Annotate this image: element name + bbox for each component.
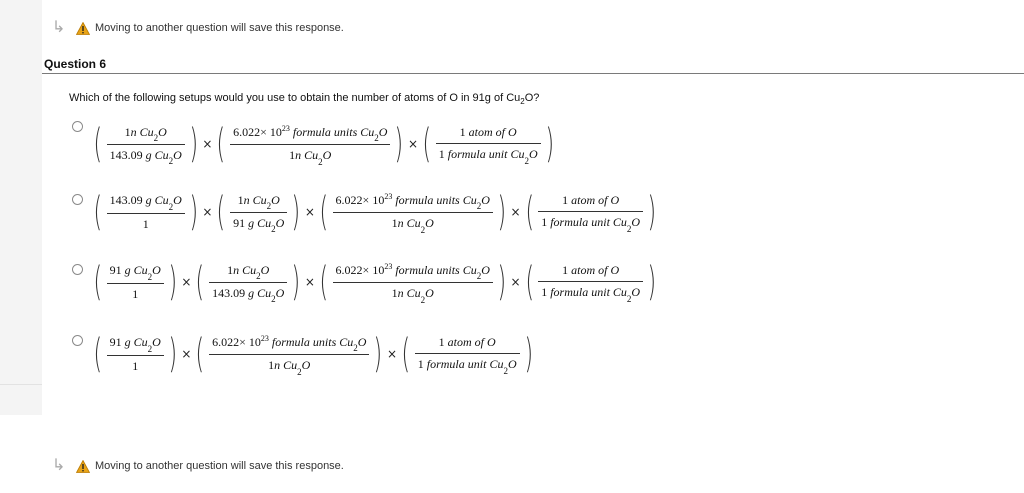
save-notice-text: Moving to another question will save this response.	[95, 22, 344, 34]
option-4-radio[interactable]	[72, 335, 83, 346]
right-paren: )	[497, 259, 507, 306]
warning-icon	[76, 460, 90, 473]
left-paren: (	[93, 259, 103, 306]
conversion-factor	[522, 189, 660, 236]
denominator: 1 formula unit $Cu_2O$	[415, 353, 520, 373]
left-paren: (	[93, 189, 103, 236]
denominator: 1n $Cu_2O$	[209, 354, 369, 374]
fraction	[107, 263, 164, 301]
save-notice-top	[52, 21, 344, 35]
right-paren: )	[647, 189, 657, 236]
numerator: $6.022\times 10^{23}$ formula units $Cu_2O$	[212, 334, 367, 354]
denominator: 1n $Cu_2O$	[230, 144, 390, 164]
left-paren: (	[93, 331, 103, 378]
denominator: 1n $Cu_2O$	[333, 282, 493, 302]
numerator: 1n $Cu_2O$	[227, 262, 270, 281]
conversion-factor	[419, 121, 557, 168]
left-paren: (	[422, 121, 432, 168]
return-arrow-icon: ↳	[52, 19, 66, 36]
times-symbol: ×	[304, 205, 315, 220]
denominator: 1	[107, 213, 185, 232]
conversion-factor	[90, 259, 180, 306]
fraction	[107, 193, 185, 231]
save-notice-text: Moving to another question will save this response.	[95, 460, 344, 472]
conversion-factor	[192, 259, 303, 306]
denominator: 1 formula unit $Cu_2O$	[538, 281, 643, 301]
fraction	[230, 193, 287, 233]
times-symbol: ×	[202, 137, 213, 152]
left-paren: (	[525, 189, 534, 236]
denominator: 1	[107, 355, 164, 374]
right-paren: )	[189, 121, 198, 168]
times-symbol: ×	[181, 347, 192, 362]
numerator: 1 atom of O	[438, 335, 496, 350]
denominator: 1n $Cu_2O$	[333, 212, 493, 232]
left-paren: (	[216, 121, 226, 168]
numerator: 1n $Cu_2O$	[237, 192, 280, 211]
conversion-factor	[90, 121, 201, 168]
option-3-expression	[90, 259, 660, 306]
numerator: $6.022\times 10^{23}$ formula units $Cu_2O$	[233, 124, 388, 144]
right-paren: )	[168, 331, 177, 378]
fraction	[436, 125, 541, 166]
numerator: 143.09 g $Cu_2O$	[109, 193, 182, 212]
conversion-factor	[213, 121, 407, 168]
denominator: 1 formula unit $Cu_2O$	[538, 211, 643, 231]
left-paren: (	[195, 331, 205, 378]
conversion-factor	[90, 331, 180, 378]
left-paren: (	[216, 189, 226, 236]
option-3-radio[interactable]	[72, 264, 83, 275]
numerator: 1n $Cu_2O$	[124, 124, 167, 143]
right-paren: )	[394, 121, 404, 168]
option-2-expression	[90, 189, 660, 236]
numerator: 1 atom of O	[459, 125, 517, 140]
conversion-factor	[90, 189, 201, 236]
question-title: Question 6	[44, 57, 107, 71]
right-paren: )	[524, 331, 533, 378]
right-paren: )	[497, 189, 507, 236]
times-symbol: ×	[510, 275, 521, 290]
right-paren: )	[291, 259, 301, 306]
right-paren: )	[545, 121, 554, 168]
right-paren: )	[168, 259, 177, 306]
fraction	[538, 193, 643, 234]
fraction	[538, 263, 643, 304]
denominator: 143.09 g $Cu_2O$	[209, 282, 287, 302]
option-2-radio[interactable]	[72, 194, 83, 205]
fraction	[209, 263, 287, 303]
times-symbol: ×	[304, 275, 315, 290]
denominator: 1	[107, 283, 164, 302]
right-paren: )	[647, 259, 657, 306]
question-prompt: Which of the following setups would you use to obtain the number of atoms of O in 91g of $Cu_2O$?	[69, 92, 540, 107]
conversion-factor	[316, 189, 510, 236]
fraction	[333, 262, 493, 303]
conversion-factor	[522, 259, 660, 306]
warning-icon	[76, 22, 90, 35]
question-header	[42, 56, 1024, 74]
conversion-factor	[316, 259, 510, 306]
left-paren: (	[93, 121, 103, 168]
numerator: $6.022\times 10^{23}$ formula units $Cu_2O$	[335, 192, 490, 212]
option-4-expression	[90, 331, 536, 378]
right-paren: )	[373, 331, 383, 378]
denominator: 91 g $Cu_2O$	[230, 212, 287, 232]
conversion-factor	[192, 331, 386, 378]
left-rail	[0, 0, 42, 414]
numerator: 1 atom of O	[562, 263, 620, 278]
fraction	[415, 335, 520, 376]
fraction	[209, 334, 369, 375]
option-1-expression	[90, 121, 557, 168]
conversion-factor	[398, 331, 536, 378]
left-paren: (	[401, 331, 411, 378]
fraction	[333, 192, 493, 233]
times-symbol: ×	[510, 205, 521, 220]
times-symbol: ×	[202, 205, 213, 220]
right-paren: )	[189, 189, 198, 236]
times-symbol: ×	[387, 347, 398, 362]
numerator: 1 atom of O	[562, 193, 620, 208]
times-symbol: ×	[408, 137, 419, 152]
conversion-factor	[213, 189, 303, 236]
fraction	[230, 124, 390, 165]
fraction	[107, 125, 185, 165]
left-paren: (	[195, 259, 205, 306]
fraction	[107, 335, 164, 373]
left-paren: (	[319, 259, 329, 306]
times-symbol: ×	[181, 275, 192, 290]
option-1-radio[interactable]	[72, 121, 83, 132]
right-paren: )	[291, 189, 301, 236]
left-paren: (	[319, 189, 329, 236]
return-arrow-icon: ↳	[52, 457, 66, 474]
left-rail-footer	[0, 384, 42, 415]
numerator: 91 g $Cu_2O$	[109, 263, 161, 282]
numerator: $6.022\times 10^{23}$ formula units $Cu_2O$	[335, 262, 490, 282]
left-paren: (	[525, 259, 534, 306]
save-notice-bottom	[52, 459, 344, 473]
denominator: 1 formula unit $Cu_2O$	[436, 143, 541, 163]
denominator: 143.09 g $Cu_2O$	[107, 144, 185, 164]
numerator: 91 g $Cu_2O$	[109, 335, 161, 354]
